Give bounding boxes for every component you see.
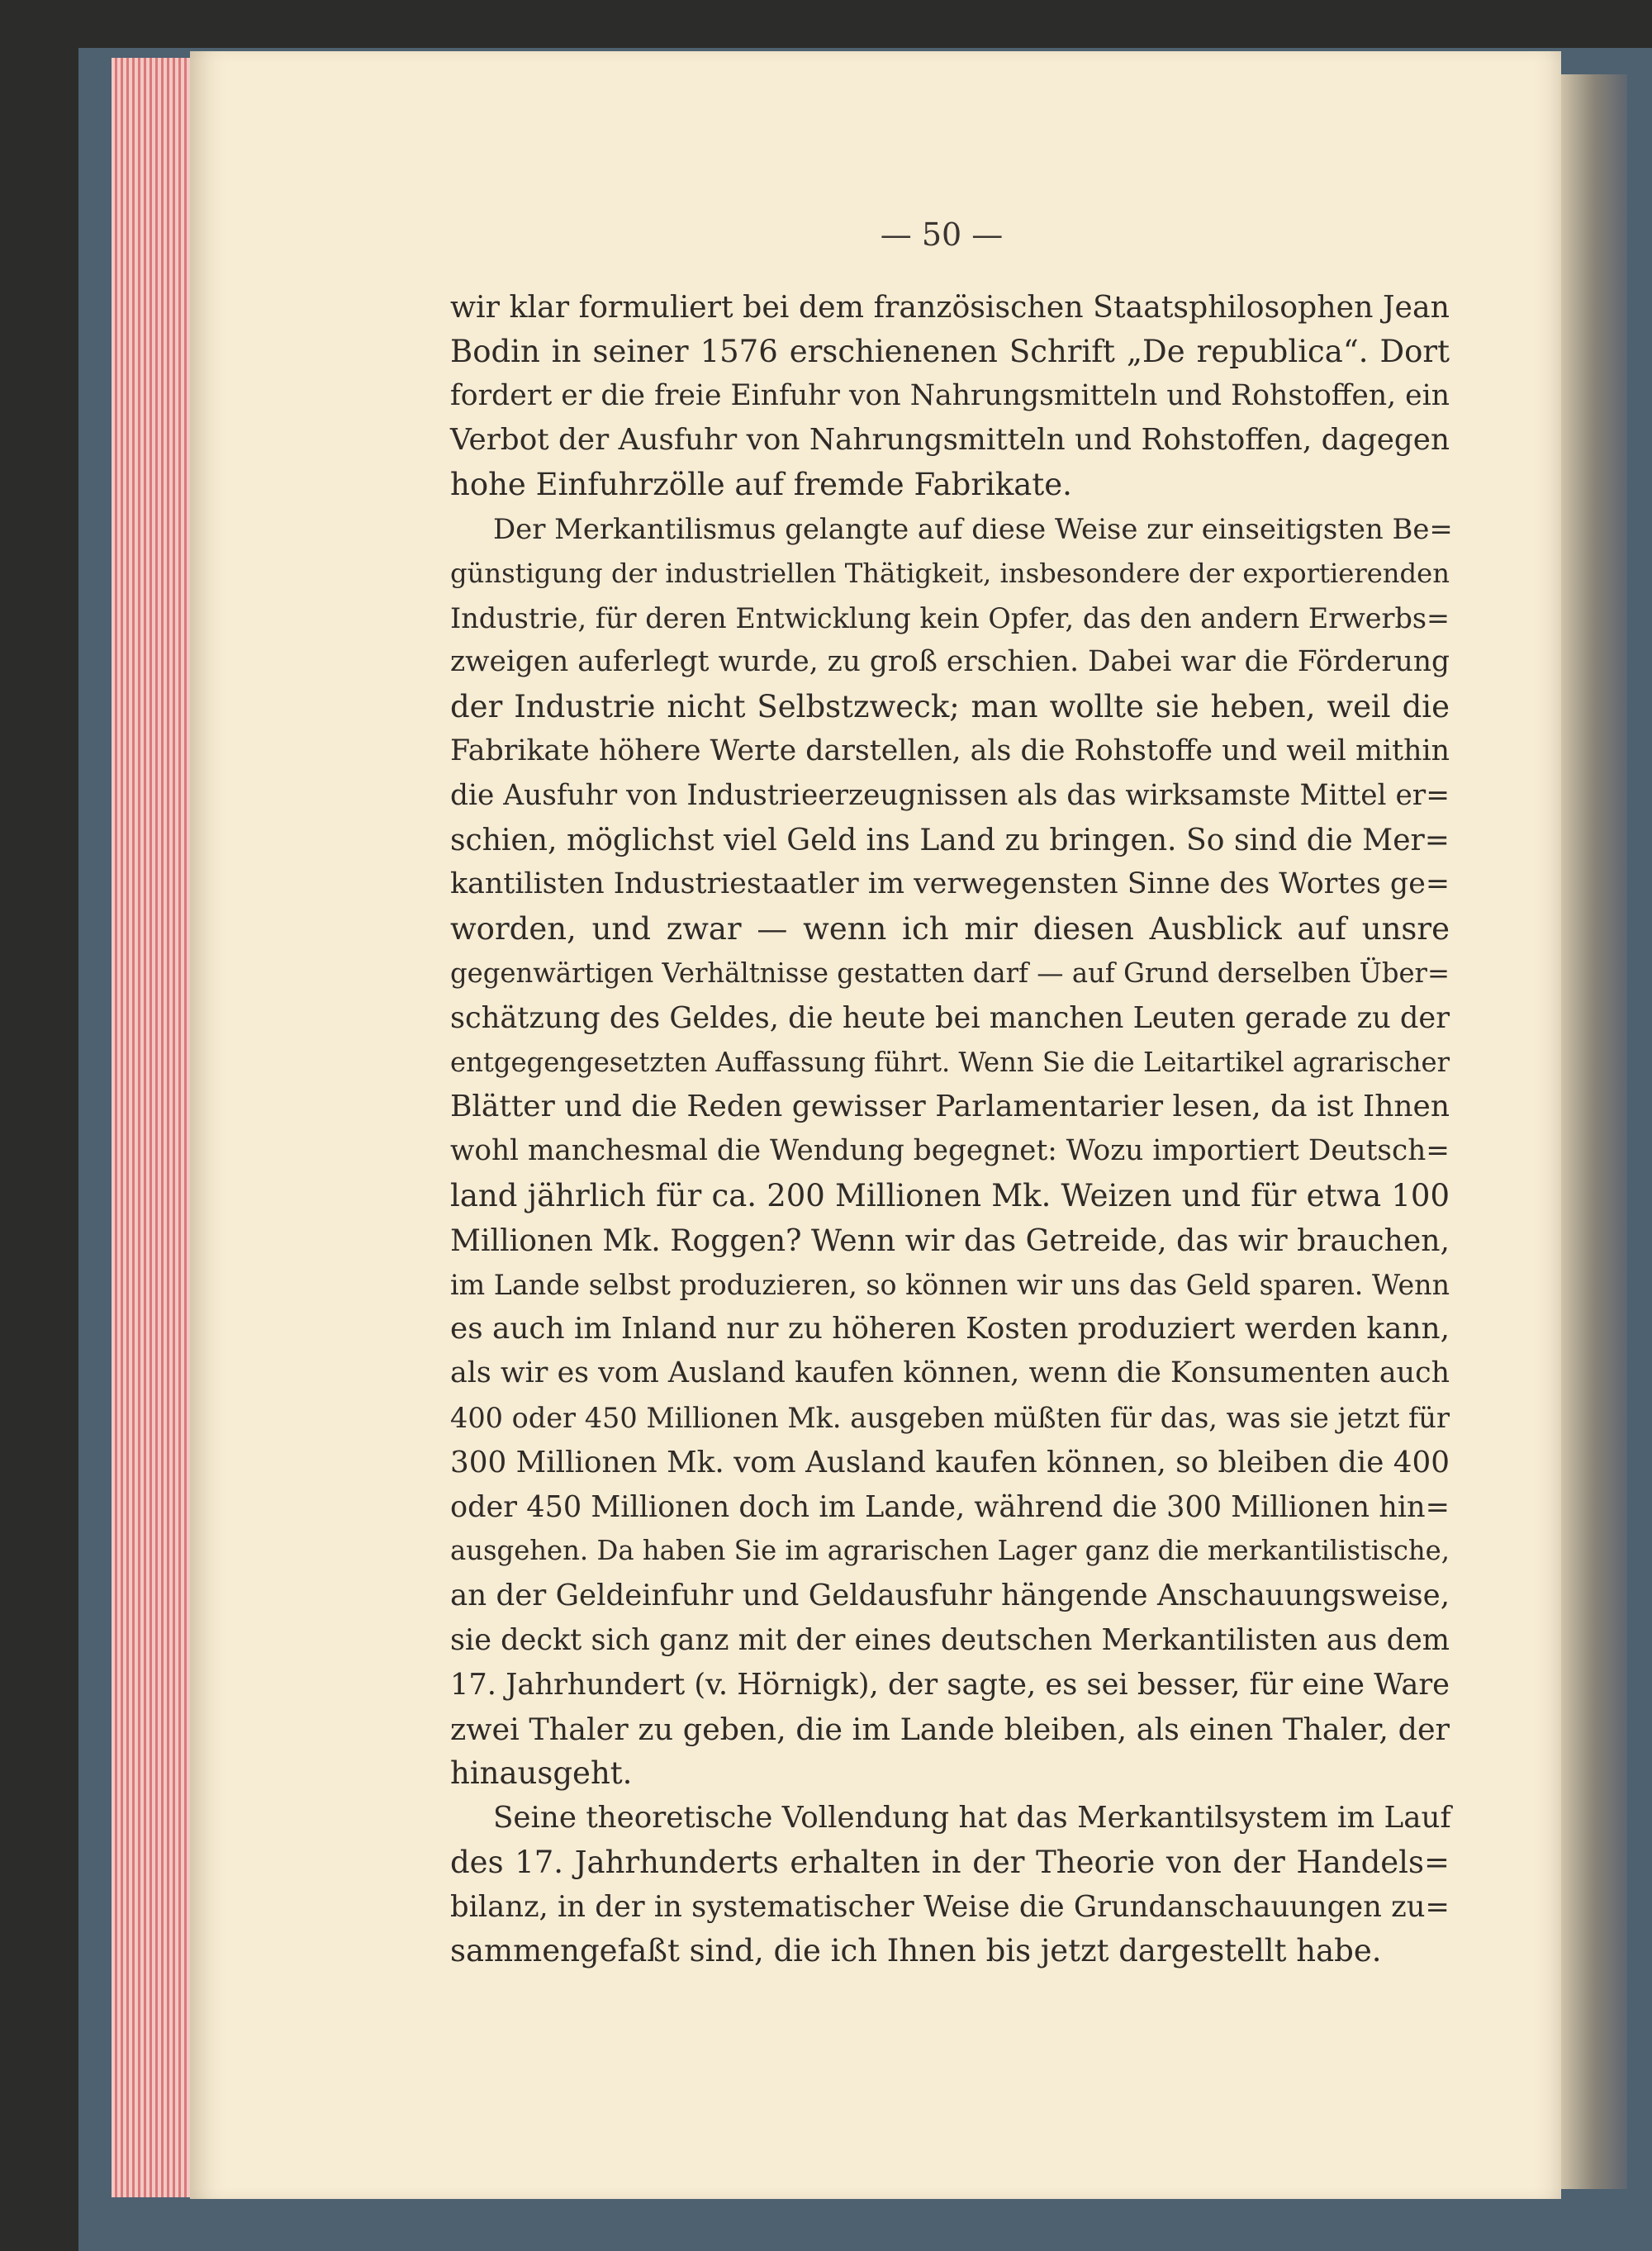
paragraph-2 (450, 507, 1453, 1796)
page-text (450, 285, 1453, 1973)
text-line: wir klar formuliert bei dem französischen Staatsphilosophen Jean (450, 289, 1450, 325)
text-line: Der Merkantilismus gelangte auf diese Weise zur einseitigsten Be= (493, 512, 1453, 545)
text-line: ausgehen. Da haben Sie im agrarischen Lager ganz die merkantilistische, (450, 1535, 1450, 1567)
text-line: die Ausfuhr von Industrieerzeugnissen als das wirksamste Mittel er= (450, 778, 1450, 812)
text-line: zwei Thaler zu geben, die im Lande bleiben, als einen Thaler, der (450, 1711, 1450, 1747)
text-line: gegenwärtigen Verhältnisse gestatten darf — auf Grund derselben Über= (450, 957, 1450, 989)
page-edges (112, 58, 198, 2197)
text-line: sie deckt sich ganz mit der eines deutschen Merkantilisten aus dem (450, 1622, 1450, 1657)
text-line: Seine theoretische Vollendung hat das Merkantilsystem im Lauf (493, 1801, 1451, 1835)
text-line: 300 Millionen Mk. vom Ausland kaufen können, so bleiben die 400 (450, 1445, 1450, 1479)
text-line: hinausgeht. (450, 1755, 633, 1792)
text-line: bilanz, in der in systematischer Weise die Grundanschauungen zu= (450, 1889, 1450, 1924)
text-line: 400 oder 450 Millionen Mk. ausgeben müßten für das, was sie jetzt für (450, 1401, 1450, 1434)
text-line: oder 450 Millionen doch im Lande, während die 300 Millionen hin= (450, 1489, 1450, 1524)
text-line: als wir es vom Ausland kaufen können, wenn die Konsumenten auch (450, 1356, 1450, 1390)
text-line: des 17. Jahrhunderts erhalten in der Theorie von der Handels= (450, 1844, 1450, 1880)
text-line: zweigen auferlegt wurde, zu groß erschien. Dabei war die Förderung (450, 645, 1450, 679)
text-line: schätzung des Geldes, die heute bei manchen Leuten gerade zu der (450, 1000, 1450, 1035)
text-line: wohl manchesmal die Wendung begegnet: Wozu importiert Deutsch= (450, 1134, 1450, 1168)
text-line: worden, und zwar — wenn ich mir diesen Ausblick auf unsre (450, 911, 1450, 947)
text-line: kantilisten Industriestaatler im verwegensten Sinne des Wortes ge= (450, 867, 1450, 901)
text-line: Industrie, für deren Entwicklung kein Opfer, das den andern Erwerbs= (450, 601, 1450, 634)
paragraph-3 (450, 1796, 1450, 1973)
book-right-edge (1561, 74, 1627, 2189)
text-line: sammengefaßt sind, die ich Ihnen bis jetzt dargestellt habe. (450, 1933, 1382, 1969)
text-line: es auch im Inland nur zu höheren Kosten produziert werden kann, (450, 1312, 1450, 1346)
page-number: — 50 — (880, 216, 1004, 253)
paragraph-1 (450, 285, 1450, 507)
text-line: fordert er die freie Einfuhr von Nahrungsmitteln und Rohstoffen, ein (450, 378, 1450, 412)
text-line: im Lande selbst produzieren, so können wir uns das Geld sparen. Wenn (450, 1268, 1450, 1301)
text-line: Bodin in seiner 1576 erschienenen Schrift „De republica“. Dort (450, 333, 1450, 369)
text-line: Verbot der Ausfuhr von Nahrungsmitteln und Rohstoffen, dagegen (450, 423, 1450, 458)
text-line: schien, möglichst viel Geld ins Land zu bringen. So sind die Mer= (450, 822, 1450, 857)
text-line: Fabrikate höhere Werte darstellen, als die Rohstoffe und weil mithin (450, 734, 1450, 767)
text-line: der Industrie nicht Selbstzweck; man wollte sie heben, weil die (450, 689, 1450, 725)
text-line: Millionen Mk. Roggen? Wenn wir das Getreide, das wir brauchen, (450, 1222, 1450, 1258)
text-line: 17. Jahrhundert (v. Hörnigk), der sagte, es sei besser, für eine Ware (450, 1667, 1450, 1702)
text-line: Blätter und die Reden gewisser Parlamentarier lesen, da ist Ihnen (450, 1090, 1450, 1124)
text-line: hohe Einfuhrzölle auf fremde Fabrikate. (450, 467, 1072, 503)
text-line: land jährlich für ca. 200 Millionen Mk. Weizen und für etwa 100 (450, 1177, 1450, 1213)
text-line: entgegengesetzten Auffassung führt. Wenn Sie die Leitartikel agrarischer (450, 1046, 1450, 1078)
text-line: günstigung der industriellen Thätigkeit, insbesondere der exportierenden (450, 557, 1450, 589)
text-line: an der Geldeinfuhr und Geldausfuhr hängende Anschauungsweise, (450, 1579, 1450, 1613)
